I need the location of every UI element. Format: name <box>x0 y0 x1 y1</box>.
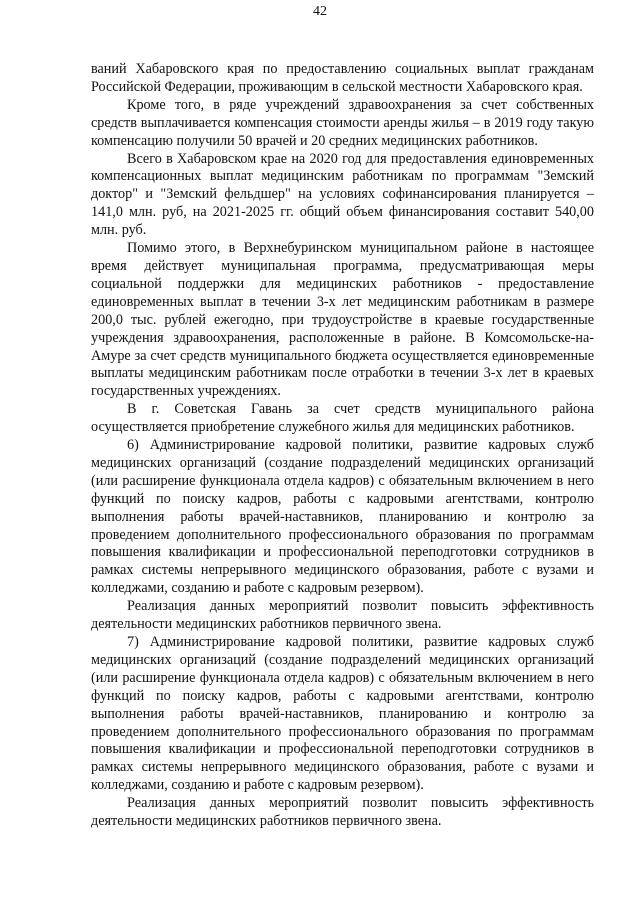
document-body <box>91 61 594 831</box>
paragraph-rent-compensation: Кроме того, в ряде учреждений здравоохранения за счет собственных средств выплачивается компенсация стоимости аренды жилья – в 2019 году такую компенсацию получили 50 врачей и 20 средних медицинских работников. <box>91 96 594 149</box>
paragraph-item-7: 7) Администрирование кадровой политики, развитие кадровых служб медицинских организаций (создание подразделений медицинских организаций (или расширение функционала отдела кадров) с обязательным включением в него функций по поиску кадров, работы с кадровыми агентствами, контролю выполнения работы врачей-наставников, планированию и контролю за проведением дополнительного профессионального образования по программам повышения квалификации и профессиональной переподготовки сотрудников в рамках системы непрерывного медицинского образования, работе с вузами и колледжами, созданию и работе с кадровым резервом). <box>91 634 594 794</box>
page-number: 42 <box>313 4 327 19</box>
paragraph-item-6: 6) Администрирование кадровой политики, развитие кадровых служб медицинских организаций (создание подразделений медицинских организаций (или расширение функционала отдела кадров) с обязательным включением в него функций по поиску кадров, работы с кадровыми агентствами, контролю выполнения работы врачей-наставников, планированию и контролю за проведением дополнительного профессионального образования по программам повышения квалификации и профессиональной переподготовки сотрудников в рамках системы непрерывного медицинского образования, работе с вузами и колледжами, созданию и работе с кадровым резервом). <box>91 437 594 597</box>
paragraph-item-6-result: Реализация данных мероприятий позволит повысить эффективность деятельности медицинских работников первичного звена. <box>91 598 594 633</box>
paragraph-item-7-result: Реализация данных мероприятий позволит повысить эффективность деятельности медицинских работников первичного звена. <box>91 795 594 830</box>
paragraph-sovetskaya-gavan: В г. Советская Гавань за счет средств муниципального района осуществляется приобретение служебного жилья для медицинских работников. <box>91 401 594 436</box>
paragraph-municipal-programs: Помимо этого, в Верхнебуринском муниципальном районе в настоящее время действует муниципальная программа, предусматривающая меры социальной поддержки для медицинских работников - предоставление единовременных выплат в течении 3-х лет медицинским работникам в размере 200,0 тыс. рублей ежегодно, при трудоустройстве в краевые государственные учреждения здравоохранения, расположенные в районе. В Комсомольске-на-Амуре за счет средств муниципального бюджета осуществляется единовременные выплаты медицинским работникам после отработки в течении 3-х лет в краевых государственных учреждениях. <box>91 240 594 400</box>
paragraph-program-funding: Всего в Хабаровском крае на 2020 год для предоставления единовременных компенсационных выплат медицинским работникам по программам "Земский доктор" и "Земский фельдшер" на условиях софинансирования планируется – 141,0 млн. руб, на 2021-2025 гг. общий объем финансирования составит 540,00 млн. руб. <box>91 150 594 239</box>
paragraph-continuation: ваний Хабаровского края по предоставлению социальных выплат гражданам Российской Федерации, проживающим в сельской местности Хабаровского края. <box>91 61 594 95</box>
